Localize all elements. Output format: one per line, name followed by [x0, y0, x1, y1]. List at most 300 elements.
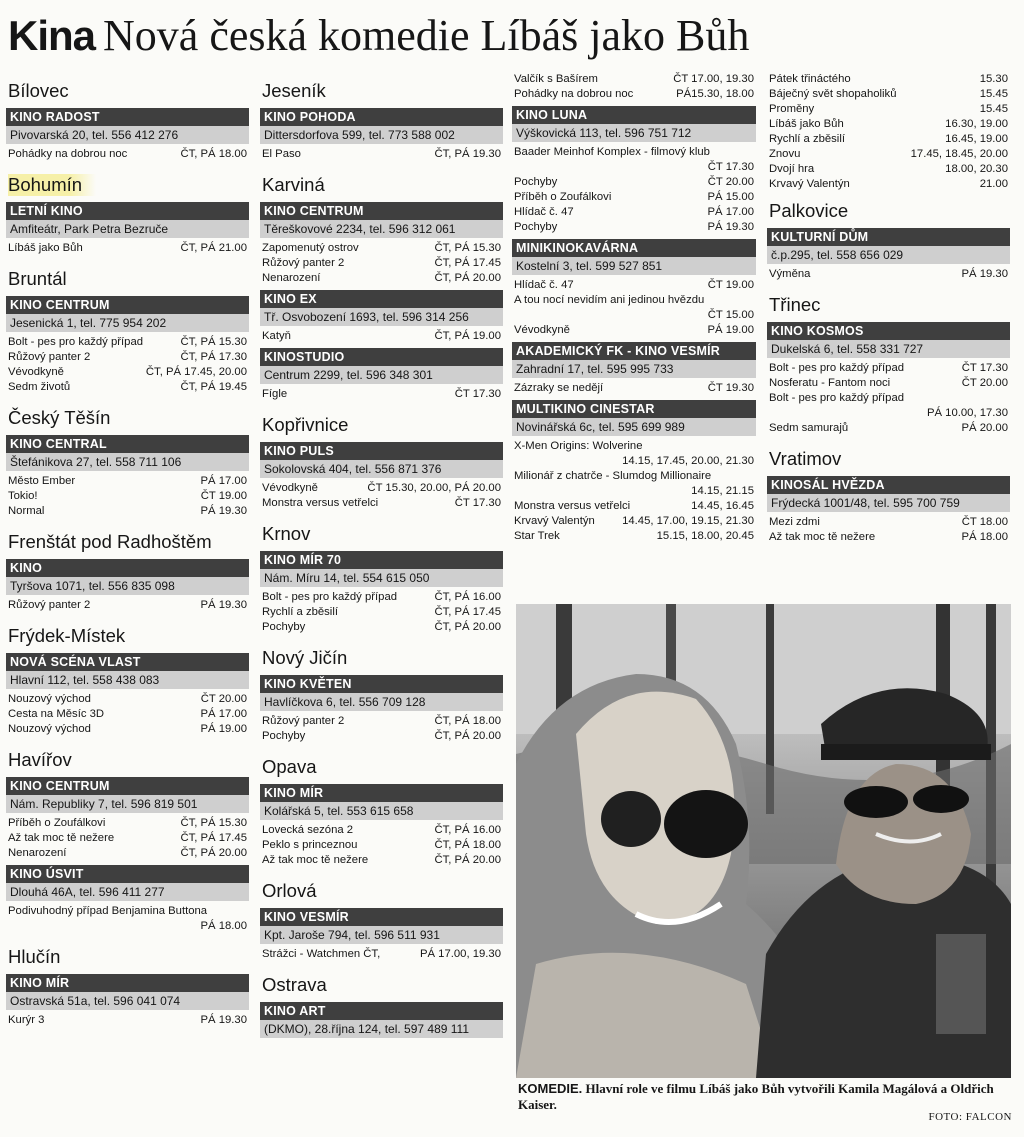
film-title: Líbáš jako Bůh [8, 242, 83, 254]
film-row [6, 504, 249, 519]
film-row [767, 391, 1010, 421]
venue-name: KINO RADOST [6, 108, 249, 126]
film-row [260, 590, 503, 605]
spacer [260, 162, 503, 166]
spacer [260, 962, 503, 966]
showtimes: ČT, PÁ 17.45 [434, 257, 501, 269]
film-row [767, 376, 1010, 391]
photo-credit: FOTO: FALCON [928, 1111, 1012, 1123]
showtimes: PÁ15.30, 18.00 [676, 88, 754, 100]
venue-block [260, 675, 503, 748]
film-title: Peklo s princeznou [262, 839, 358, 851]
showtimes: ČT, PÁ 19.45 [180, 381, 247, 393]
venue-address: Kostelní 3, tel. 599 527 851 [512, 257, 756, 275]
film-title: Vévodkyně [514, 324, 570, 336]
film-row [6, 816, 249, 831]
film-row [260, 605, 503, 620]
venue-name: KINO CENTRAL [6, 435, 249, 453]
venue-address: Jesenická 1, tel. 775 954 202 [6, 314, 249, 332]
film-title: Fígle [262, 388, 288, 400]
film-row [260, 241, 503, 256]
showtimes: ČT, PÁ 20.00 [434, 621, 501, 633]
venue-block [6, 653, 249, 741]
movie-photo [516, 604, 1011, 1078]
film-title: Růžový panter 2 [8, 599, 91, 611]
venue-name: MINIKINOKAVÁRNA [512, 239, 756, 257]
venue-address: Dlouhá 46A, tel. 596 411 277 [6, 883, 249, 901]
film-row [767, 515, 1010, 530]
showtimes: PÁ 17.00, 19.30 [419, 948, 501, 960]
film-title: Rychlí a zběsilí [769, 133, 845, 145]
spacer [260, 744, 503, 748]
showtimes: 18.00, 20.30 [945, 163, 1008, 175]
showtimes: 15.45 [979, 103, 1008, 115]
spacer [6, 256, 249, 260]
film-title: Líbáš jako Bůh [769, 118, 844, 130]
film-row [260, 853, 503, 868]
venue-name: KINO LUNA [512, 106, 756, 124]
city-heading: Frenštát pod Radhoštěm [8, 531, 212, 552]
venue-address: Kpt. Jaroše 794, tel. 596 511 931 [260, 926, 503, 944]
showtimes: ČT, PÁ 20.00 [180, 847, 247, 859]
venue-block [260, 784, 503, 872]
venue-name: KINO [6, 559, 249, 577]
showtimes: ČT 17.30 [707, 161, 754, 173]
venue-block [260, 908, 503, 966]
venue-address: Nám. Republiky 7, tel. 596 819 501 [6, 795, 249, 813]
venue-block [260, 202, 503, 290]
film-title: Hlídač č. 47 [514, 206, 574, 218]
venue-block [260, 348, 503, 406]
venue-block [512, 239, 756, 342]
city-heading: Hlučín [8, 946, 61, 967]
page-title: Nová česká komedie Líbáš jako Bůh [103, 11, 750, 60]
film-title: Tokio! [8, 490, 38, 502]
venue-block [260, 290, 503, 348]
film-row [767, 72, 1010, 87]
venue-name: KINO MÍR [6, 974, 249, 992]
showtimes: 14.45, 16.45 [691, 500, 754, 512]
film-title: Normal [8, 505, 45, 517]
film-title: Nouzový východ [8, 723, 91, 735]
film-row [6, 241, 249, 256]
showtimes: 15.45 [979, 88, 1008, 100]
film-row [767, 361, 1010, 376]
film-title: Výměna [769, 268, 811, 280]
venue-address: Dittersdorfova 599, tel. 773 588 002 [260, 126, 503, 144]
film-row [6, 846, 249, 861]
showtimes: ČT, PÁ 16.00 [434, 824, 501, 836]
venue-name: KINO PULS [260, 442, 503, 460]
showtimes: ČT, PÁ 17.30 [180, 351, 247, 363]
film-row [260, 620, 503, 635]
showtimes: ČT 19.00 [707, 279, 754, 291]
showtimes: ČT, PÁ 16.00 [434, 591, 501, 603]
film-row [6, 1013, 249, 1028]
city-heading: Třinec [769, 294, 821, 315]
spacer [260, 868, 503, 872]
film-row [512, 205, 756, 220]
venue-name: KINO CENTRUM [260, 202, 503, 220]
film-row [767, 132, 1010, 147]
venue-block [260, 551, 503, 639]
showtimes: PÁ 19.30 [961, 268, 1008, 280]
showtimes: 15.15, 18.00, 20.45 [656, 530, 754, 542]
film-title: Až tak moc tě nežere [262, 854, 369, 866]
film-title: Pohádky na dobrou noc [8, 148, 128, 160]
showtimes: PÁ 19.00 [200, 723, 247, 735]
film-row [512, 439, 756, 469]
venue-address: Ostravská 51a, tel. 596 041 074 [6, 992, 249, 1010]
venue-name: LETNÍ KINO [6, 202, 249, 220]
film-row [767, 421, 1010, 436]
city-heading: Bruntál [8, 268, 67, 289]
film-title: Nosferatu - Fantom noci [769, 377, 891, 389]
spacer [767, 282, 1010, 286]
film-title: Milionář z chatrče - Slumdog Millionaire [514, 470, 712, 482]
spacer [6, 519, 249, 523]
venue-address: Nám. Míru 14, tel. 554 615 050 [260, 569, 503, 587]
film-title: Star Trek [514, 530, 560, 542]
venue-address: Sokolovská 404, tel. 556 871 376 [260, 460, 503, 478]
film-row [260, 271, 503, 286]
venue-block [512, 342, 756, 400]
showtimes: PÁ 18.00 [200, 920, 247, 932]
film-title: Nenarození [262, 272, 321, 284]
film-title: Pochyby [514, 176, 558, 188]
film-row [512, 278, 756, 293]
spacer [767, 436, 1010, 440]
film-row [6, 474, 249, 489]
film-row [767, 147, 1010, 162]
film-title: Monstra versus vetřelci [514, 500, 631, 512]
venue-address: Centrum 2299, tel. 596 348 301 [260, 366, 503, 384]
film-title: A tou nocí nevidím ani jedinou hvězdu [514, 294, 705, 306]
film-row [260, 947, 503, 962]
venue-name: NOVÁ SCÉNA VLAST [6, 653, 249, 671]
film-row [767, 267, 1010, 282]
film-row [6, 350, 249, 365]
venue-block [767, 322, 1010, 440]
venue-name: KINO VESMÍR [260, 908, 503, 926]
city-heading: Nový Jičín [262, 647, 348, 668]
film-title: Báječný svět shopaholiků [769, 88, 897, 100]
showtimes: ČT 20.00 [961, 377, 1008, 389]
spacer [260, 635, 503, 639]
film-row [260, 256, 503, 271]
showtimes: 14.15, 21.15 [691, 485, 754, 497]
showtimes: ČT, PÁ 20.00 [434, 272, 501, 284]
city-heading: Orlová [262, 880, 317, 901]
venue-address: Kolářská 5, tel. 553 615 658 [260, 802, 503, 820]
film-title: Pátek třináctého [769, 73, 851, 85]
film-title: Nenarození [8, 847, 67, 859]
venue-address: Hlavní 112, tel. 558 438 083 [6, 671, 249, 689]
venue-name: KINO MÍR [260, 784, 503, 802]
film-row [512, 529, 756, 544]
film-title: Monstra versus vetřelci [262, 497, 379, 509]
venue-name: KINO POHODA [260, 108, 503, 126]
showtimes: PÁ 17.00 [200, 475, 247, 487]
film-title: Cesta na Měsíc 3D [8, 708, 105, 720]
venue-block [260, 1002, 503, 1045]
showtimes: PÁ 19.30 [200, 1014, 247, 1026]
film-row [260, 729, 503, 744]
film-row [512, 87, 756, 102]
film-row [512, 514, 756, 529]
showtimes: 14.45, 17.00, 19.15, 21.30 [622, 515, 754, 527]
film-row [260, 481, 503, 496]
page-header [8, 10, 1018, 66]
city-heading: Opava [262, 756, 317, 777]
showtimes: ČT, PÁ 15.30 [180, 817, 247, 829]
showtimes: ČT, PÁ 18.00 [180, 148, 247, 160]
venue-block [6, 202, 249, 260]
film-title: Proměny [769, 103, 815, 115]
showtimes: PÁ 10.00, 17.30 [926, 407, 1008, 419]
film-title: Pochyby [262, 730, 306, 742]
showtimes: ČT, PÁ 15.30 [434, 242, 501, 254]
showtimes: ČT 17.00, 19.30 [673, 73, 754, 85]
spacer [260, 1041, 503, 1045]
venue-name: KINO ÚSVIT [6, 865, 249, 883]
showtimes: PÁ 20.00 [961, 422, 1008, 434]
showtimes: PÁ 19.30 [200, 505, 247, 517]
film-title: Růžový panter 2 [8, 351, 91, 363]
film-title: Mezi zdmi [769, 516, 820, 528]
city-heading: Bohumín [8, 174, 96, 196]
showtimes: ČT, PÁ 17.45, 20.00 [145, 366, 247, 378]
venue-name: KULTURNÍ DŮM [767, 228, 1010, 246]
venue-name: KINO KOSMOS [767, 322, 1010, 340]
city-heading: Kopřivnice [262, 414, 349, 435]
film-row [6, 707, 249, 722]
spacer [260, 402, 503, 406]
showtimes: PÁ 17.00 [707, 206, 754, 218]
venue-address: Pivovarská 20, tel. 556 412 276 [6, 126, 249, 144]
venue-block [6, 777, 249, 865]
showtimes: 17.45, 18.45, 20.00 [910, 148, 1008, 160]
film-row [260, 329, 503, 344]
venue-address: Výškovická 113, tel. 596 751 712 [512, 124, 756, 142]
film-row [6, 598, 249, 613]
venue-name: KINOSTUDIO [260, 348, 503, 366]
section-keyword: Kina [8, 12, 96, 59]
film-row [512, 293, 756, 323]
city-heading: Havířov [8, 749, 72, 770]
film-title: Bolt - pes pro každý případ [769, 362, 905, 374]
spacer [6, 395, 249, 399]
venue-block [6, 296, 249, 399]
spacer [767, 545, 1010, 549]
film-title: Lovecká sezóna 2 [262, 824, 354, 836]
film-row [6, 904, 249, 934]
film-title: Krvavý Valentýn [769, 178, 850, 190]
film-title: Pochyby [262, 621, 306, 633]
caption-lead: KOMEDIE. [518, 1081, 583, 1096]
film-title: Až tak moc tě nežere [8, 832, 115, 844]
showtimes: ČT, PÁ 19.30 [434, 148, 501, 160]
film-title: Příběh o Zoufálkovi [514, 191, 612, 203]
film-row [512, 323, 756, 338]
film-title: Růžový panter 2 [262, 257, 345, 269]
city-heading: Karviná [262, 174, 325, 195]
venue-address: Frýdecká 1001/48, tel. 595 700 759 [767, 494, 1010, 512]
venue-name: MULTIKINO CINESTAR [512, 400, 756, 418]
showtimes: ČT, PÁ 20.00 [434, 854, 501, 866]
showtimes: 14.15, 17.45, 20.00, 21.30 [622, 455, 754, 467]
venue-block [6, 865, 249, 938]
venue-address: Tř. Osvobození 1693, tel. 596 314 256 [260, 308, 503, 326]
showtimes: ČT 20.00 [707, 176, 754, 188]
listing-column-3 [512, 72, 756, 548]
venue-address: č.p.295, tel. 558 656 029 [767, 246, 1010, 264]
venue-name: KINO KVĚTEN [260, 675, 503, 693]
showtimes: ČT, PÁ 18.00 [434, 715, 501, 727]
film-title: Město Ember [8, 475, 76, 487]
film-row [512, 499, 756, 514]
caption-text: Hlavní role ve filmu Líbáš jako Bůh vytvořili Kamila Magálová a Oldřich Kaiser. [518, 1081, 994, 1112]
city-heading: Ostrava [262, 974, 327, 995]
venue-address: Havlíčkova 6, tel. 556 709 128 [260, 693, 503, 711]
film-row [6, 335, 249, 350]
venue-address: Těreškovové 2234, tel. 596 312 061 [260, 220, 503, 238]
showtimes: ČT, PÁ 20.00 [434, 730, 501, 742]
showtimes: ČT 15.30, 20.00, PÁ 20.00 [367, 482, 501, 494]
venue-block [512, 400, 756, 548]
film-row [512, 190, 756, 205]
showtimes: 15.30 [979, 73, 1008, 85]
film-row [767, 530, 1010, 545]
showtimes: PÁ 19.30 [200, 599, 247, 611]
film-title: Valčík s Bašírem [514, 73, 598, 85]
venue-address: Novinářská 6c, tel. 595 699 989 [512, 418, 756, 436]
film-title: Sedm životů [8, 381, 71, 393]
venue-name: KINO MÍR 70 [260, 551, 503, 569]
film-row [767, 102, 1010, 117]
film-row [767, 177, 1010, 192]
spacer [512, 544, 756, 548]
venue-block [260, 442, 503, 515]
film-row [512, 145, 756, 175]
film-row [512, 175, 756, 190]
film-title: Bolt - pes pro každý případ [8, 336, 144, 348]
film-row [512, 72, 756, 87]
showtimes: ČT 18.00 [961, 516, 1008, 528]
film-row [260, 496, 503, 511]
film-title: Zapomenutý ostrov [262, 242, 359, 254]
film-title: Až tak moc tě nežere [769, 531, 876, 543]
film-title: Bolt - pes pro každý případ [262, 591, 398, 603]
film-row [6, 722, 249, 737]
venue-name: AKADEMICKÝ FK - KINO VESMÍR [512, 342, 756, 360]
film-row [6, 147, 249, 162]
showtimes: PÁ 18.00 [961, 531, 1008, 543]
film-title: Rychlí a zběsilí [262, 606, 338, 618]
showtimes: 21.00 [979, 178, 1008, 190]
photo-caption [518, 1081, 1012, 1113]
film-row [6, 489, 249, 504]
city-heading: Jeseník [262, 80, 326, 101]
spacer [6, 737, 249, 741]
film-title: Podivuhodný případ Benjamina Buttona [8, 905, 208, 917]
film-title: Znovu [769, 148, 801, 160]
spacer [6, 934, 249, 938]
showtimes: ČT, PÁ 18.00 [434, 839, 501, 851]
film-title: Dvojí hra [769, 163, 815, 175]
showtimes: ČT 17.30 [961, 362, 1008, 374]
city-heading: Krnov [262, 523, 311, 544]
venue-name: KINOSÁL HVĚZDA [767, 476, 1010, 494]
film-title: Vévodkyně [8, 366, 64, 378]
venue-name: KINO CENTRUM [6, 777, 249, 795]
listing-column-4 [767, 72, 1010, 549]
venue-block [260, 108, 503, 166]
film-row [6, 831, 249, 846]
film-row [260, 387, 503, 402]
venue-name: KINO EX [260, 290, 503, 308]
showtimes: ČT 15.00 [707, 309, 754, 321]
film-title: Pohádky na dobrou noc [514, 88, 634, 100]
showtimes: ČT, PÁ 17.45 [180, 832, 247, 844]
film-title: Zázraky se nedějí [514, 382, 604, 394]
showtimes: PÁ 17.00 [200, 708, 247, 720]
showtimes: PÁ 19.30 [707, 221, 754, 233]
spacer [6, 1028, 249, 1032]
venue-block [767, 476, 1010, 549]
film-title: Hlídač č. 47 [514, 279, 574, 291]
city-heading: Palkovice [769, 200, 849, 221]
venue-address: Tyršova 1071, tel. 556 835 098 [6, 577, 249, 595]
film-title: Katyň [262, 330, 291, 342]
film-row [6, 365, 249, 380]
film-row [512, 469, 756, 499]
venue-block [6, 435, 249, 523]
film-row [6, 692, 249, 707]
film-title: Pochyby [514, 221, 558, 233]
showtimes: PÁ 19.00 [707, 324, 754, 336]
venue-address: Dukelská 6, tel. 558 331 727 [767, 340, 1010, 358]
venue-name: KINO ART [260, 1002, 503, 1020]
venue-block [6, 974, 249, 1032]
spacer [6, 162, 249, 166]
showtimes: ČT 17.30 [454, 497, 501, 509]
showtimes: ČT, PÁ 19.00 [434, 330, 501, 342]
listing-column-1 [6, 72, 249, 1032]
film-row [767, 87, 1010, 102]
showtimes: ČT 20.00 [200, 693, 247, 705]
film-title: Krvavý Valentýn [514, 515, 595, 527]
city-heading: Český Těšín [8, 407, 111, 428]
listing-column-2 [260, 72, 503, 1045]
spacer [6, 613, 249, 617]
showtimes: PÁ 15.00 [707, 191, 754, 203]
film-title: Baader Meinhof Komplex - filmový klub [514, 146, 710, 158]
film-title: Růžový panter 2 [262, 715, 345, 727]
showtimes: 16.45, 19.00 [945, 133, 1008, 145]
film-row [767, 162, 1010, 177]
film-title: X-Men Origins: Wolverine [514, 440, 643, 452]
film-title: El Paso [262, 148, 301, 160]
city-heading: Bílovec [8, 80, 69, 101]
film-row [260, 838, 503, 853]
showtimes: ČT, PÁ 17.45 [434, 606, 501, 618]
film-title: Nouzový východ [8, 693, 91, 705]
film-row [767, 117, 1010, 132]
film-row [6, 380, 249, 395]
film-title: Vévodkyně [262, 482, 318, 494]
showtimes: ČT, PÁ 15.30 [180, 336, 247, 348]
